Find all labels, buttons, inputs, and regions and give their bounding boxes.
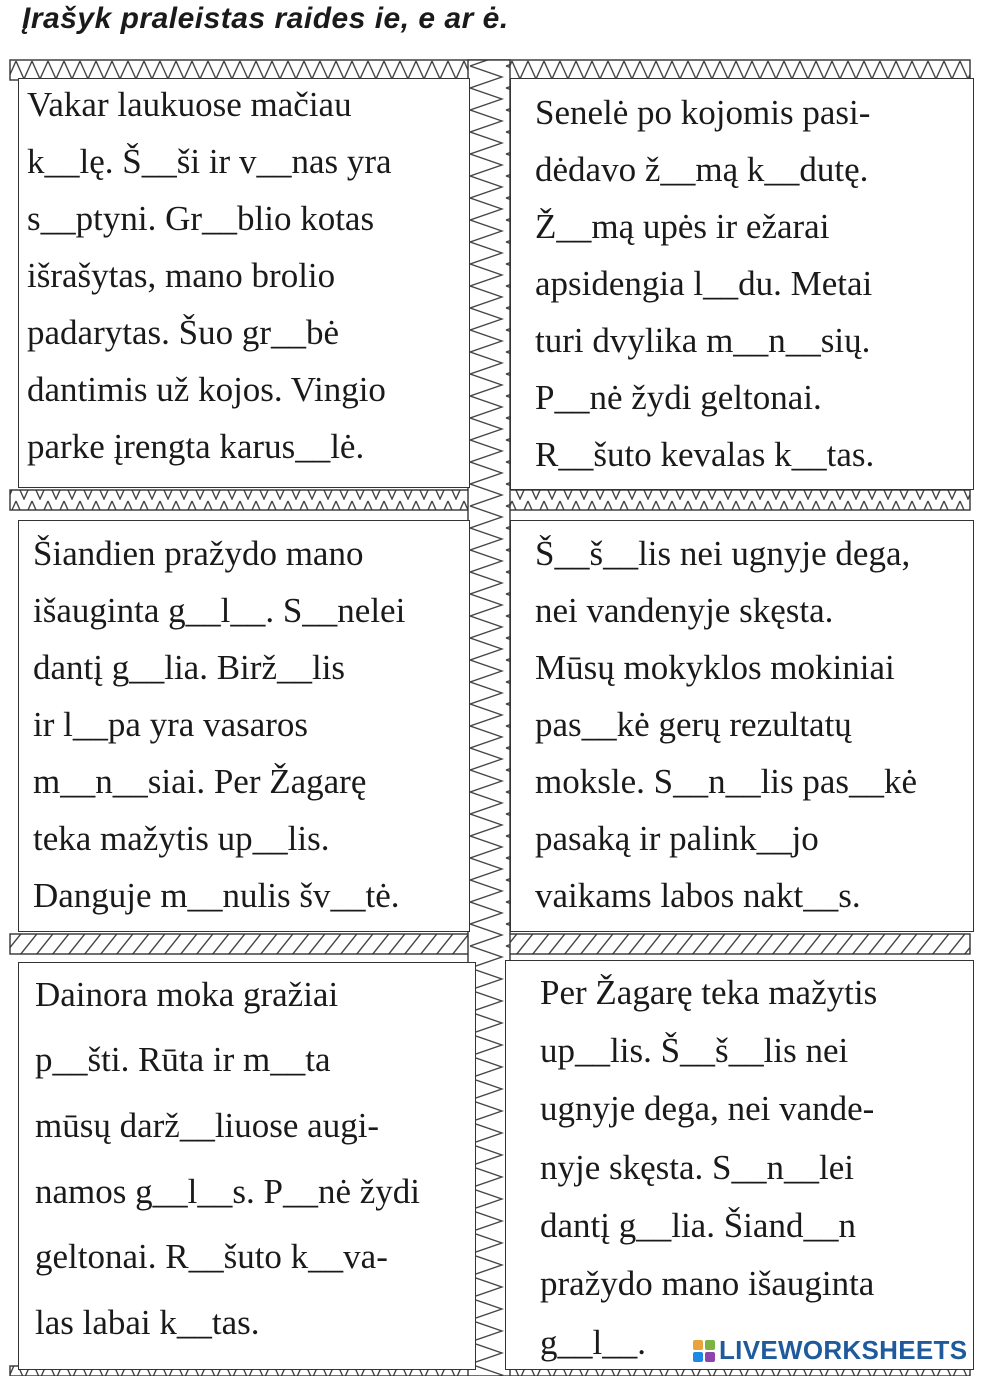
text-line: Dainora moka gražiai	[35, 975, 339, 1014]
text-line: Mūsų mokyklos mokiniai	[535, 648, 895, 687]
logo-text: LIVEWORKSHEETS	[719, 1335, 968, 1365]
text-line: pražydo mano išauginta	[540, 1264, 875, 1303]
exercise-box-6	[505, 960, 974, 1370]
text-line: Ž__mą upės ir ežarai	[535, 207, 830, 246]
text-line: turi dvylika m__n__sių.	[535, 321, 871, 360]
text-line: Š__š__lis nei ugnyje dega,	[535, 534, 911, 573]
liveworksheets-logo-icon	[692, 1339, 716, 1363]
worksheet-title: Įrašyk praleistas raides ie, e ar ė.	[22, 2, 509, 35]
text-line: išrašytas, mano brolio	[27, 256, 336, 295]
exercise-box-5	[18, 962, 476, 1370]
text-line: Per Žagarę teka mažytis	[540, 973, 878, 1012]
text-line: m__n__siai. Per Žagarę	[33, 762, 367, 801]
text-line: namos g__l__s. P__nė žydi	[35, 1172, 420, 1211]
liveworksheets-logo[interactable]	[692, 1335, 967, 1366]
text-line: apsidengia l__du. Metai	[535, 264, 873, 303]
text-line: P__nė žydi geltonai.	[535, 378, 822, 417]
text-line: ugnyje dega, nei vande-	[540, 1089, 875, 1128]
exercise-box-3	[18, 520, 470, 932]
text-line: las labai k__tas.	[35, 1303, 260, 1342]
text-line: s__ptyni. Gr__blio kotas	[27, 199, 375, 238]
text-line: dantį g__lia. Šiand__n	[540, 1206, 856, 1245]
text-line: up__lis. Š__š__lis nei	[540, 1031, 849, 1070]
text-line: geltonai. R__šuto k__va-	[35, 1237, 388, 1276]
text-line: mūsų darž__liuose augi-	[35, 1106, 380, 1145]
text-line: Vakar laukuose mačiau	[27, 85, 352, 124]
text-line: R__šuto kevalas k__tas.	[535, 435, 875, 474]
text-line: moksle. S__n__lis pas__kė	[535, 762, 918, 801]
text-line: Danguje m__nulis šv__tė.	[33, 876, 400, 915]
text-line: nyje skęsta. S__n__lei	[540, 1148, 854, 1187]
text-line: ir l__pa yra vasaros	[33, 705, 309, 744]
text-line: k__lę. Š__ši ir v__nas yra	[27, 142, 392, 181]
text-line: pas__kė gerų rezultatų	[535, 705, 852, 744]
text-line: g__l__.	[540, 1323, 646, 1362]
text-line: dantimis už kojos. Vingio	[27, 370, 386, 409]
text-line: Senelė po kojomis pasi-	[535, 93, 871, 132]
exercise-box-2	[510, 78, 974, 490]
text-line: teka mažytis up__lis.	[33, 819, 330, 858]
exercise-box-4	[510, 520, 974, 932]
text-line: dėdavo ž__mą k__dutę.	[535, 150, 869, 189]
text-line: parke įrengta karus__lė.	[27, 427, 365, 466]
text-line: Šiandien pražydo mano	[33, 534, 364, 573]
text-line: vaikams labos nakt__s.	[535, 876, 861, 915]
exercise-box-1	[18, 78, 470, 488]
text-line: pasaką ir palink__jo	[535, 819, 819, 858]
text-line: išauginta g__l__. S__nelei	[33, 591, 406, 630]
text-line: nei vandenyje skęsta.	[535, 591, 834, 630]
text-line: dantį g__lia. Birž__lis	[33, 648, 346, 687]
text-line: p__šti. Rūta ir m__ta	[35, 1040, 331, 1079]
text-line: padarytas. Šuo gr__bė	[27, 313, 340, 352]
